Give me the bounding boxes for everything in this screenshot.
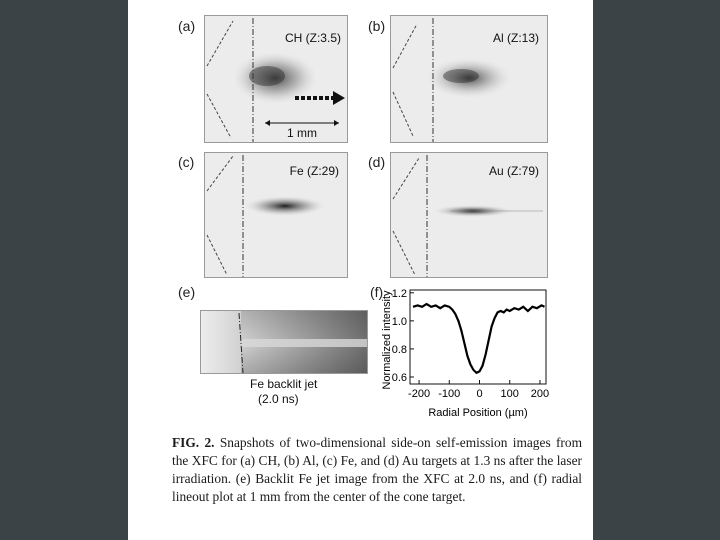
caption-lead: FIG. 2. [172, 435, 215, 450]
panel-b-tag: (b) [368, 18, 386, 34]
x-axis-label: Radial Position (µm) [428, 407, 528, 419]
panel-d-tag: (d) [368, 154, 386, 170]
panel-c-label: Fe (Z:29) [289, 164, 339, 178]
x-tick-label: -200 [408, 388, 431, 400]
lineout-chart [378, 282, 588, 422]
figure-caption [172, 434, 582, 506]
y-axis-label: Normalized intensity [381, 290, 393, 390]
y-tick-label: 1.2 [391, 287, 407, 300]
y-tick-label: 0.8 [391, 343, 407, 356]
panel-d-image [390, 152, 548, 278]
caption-text: Snapshots of two-dimensional side-on self-emission images from the XFC for (a) CH, (b) Al, (c) Fe, and (d) Au targets at 1.3 ns after the laser irradiation. (e) Backlit Fe jet image from the XFC at 2.0 ns, and (f) radial lineout plot at 1 mm from the center of the cone target. [172, 435, 582, 504]
paper-page [128, 0, 593, 540]
panel-a-image [204, 15, 348, 143]
y-tick-label: 1.0 [391, 315, 407, 328]
y-tick-label: 0.6 [391, 371, 407, 384]
panel-a-label: CH (Z:3.5) [284, 31, 341, 45]
lineout-series [413, 304, 545, 373]
x-tick-label: 200 [530, 388, 550, 400]
panel-d-label: Au (Z:79) [488, 164, 539, 178]
panel-c-image [204, 152, 348, 278]
plot-frame [410, 290, 546, 384]
x-tick-label: 0 [476, 388, 483, 400]
x-tick-label: -100 [438, 388, 461, 400]
panel-f-tag: (f) [370, 284, 384, 300]
panel-e-tag: (e) [178, 284, 196, 300]
panel-c-tag: (c) [178, 154, 195, 170]
panel-e-caption-line2: (2.0 ns) [258, 392, 299, 406]
panel-b-label: Al (Z:13) [492, 31, 539, 45]
scale-bar-label: 1 mm [287, 126, 317, 140]
panel-e-image [200, 310, 368, 374]
panel-a-tag: (a) [178, 18, 196, 34]
x-tick-label: 100 [500, 388, 519, 400]
panel-e-caption-line1: Fe backlit jet [250, 377, 318, 391]
panel-b-image [390, 15, 548, 143]
